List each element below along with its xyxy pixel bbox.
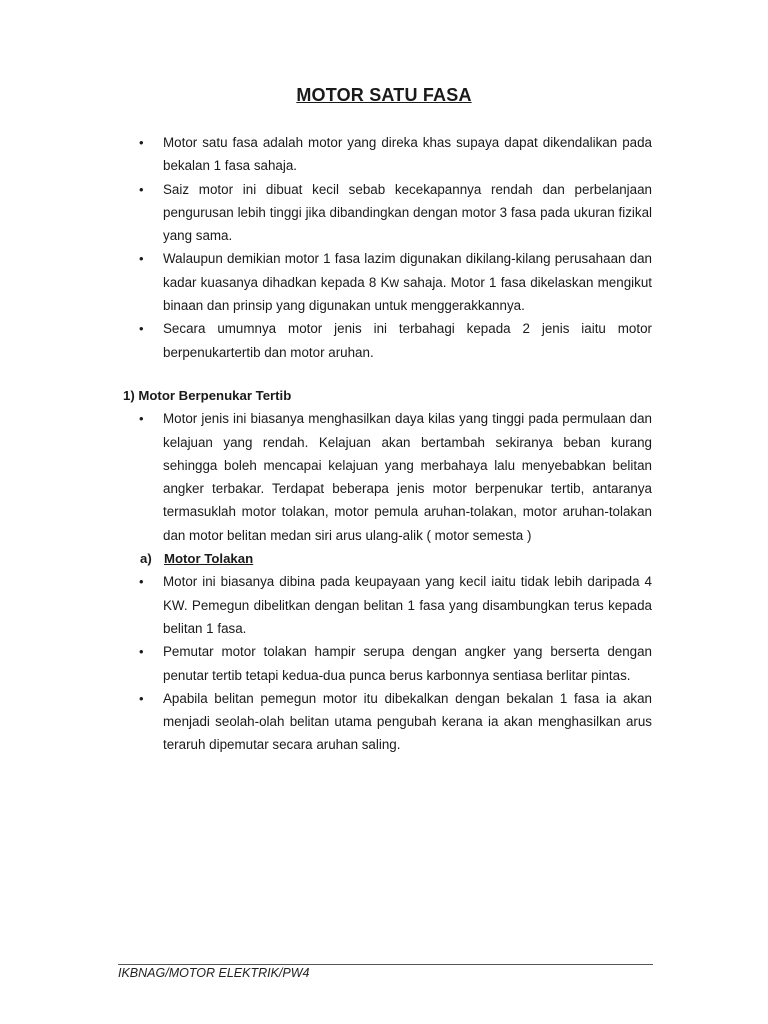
- section1-bullet-list: [120, 407, 652, 547]
- footer-text: IKBNAG/MOTOR ELEKTRIK/PW4: [118, 966, 310, 980]
- subsection-label: Motor Tolakan: [164, 551, 254, 567]
- intro-bullet-4: • Secara umumnya motor jenis ini terbahagi kepada 2 jenis iaitu motor berpenukartertib dan motor aruhan.: [120, 317, 652, 364]
- subsection-letter: a): [140, 551, 152, 567]
- section-heading-berpenukar-tertib: 1) Motor Berpenukar Tertib: [123, 387, 292, 403]
- document-body: [120, 131, 652, 757]
- subsection-heading-motor-tolakan: [120, 547, 652, 570]
- footer-divider: [118, 964, 653, 965]
- intro-bullet-list: [120, 131, 652, 364]
- intro-bullet-1: • Motor satu fasa adalah motor yang direka khas supaya dapat dikendalikan pada bekalan 1 fasa sahaja.: [120, 131, 652, 178]
- section1-bullet-1: • Motor jenis ini biasanya menghasilkan daya kilas yang tinggi pada permulaan dan kelajuan yang rendah. Kelajuan akan bertambah sekiranya beban kurang sehingga boleh mencapai kelajuan yang merbahaya lalu menyebabkan belitan angker terbakar. Terdapat beberapa jenis motor berpenukar tertib, antaranya termasuklah motor tolakan, motor pemula aruhan-tolakan, motor aruhan-tolakan dan motor belitan medan siri arus ulang-alik ( motor semesta ): [120, 407, 652, 547]
- subsection-a-bullet-list: [120, 570, 652, 756]
- subsection-a-bullet-2: • Pemutar motor tolakan hampir serupa dengan angker yang berserta dengan penutar tertib tetapi kedua-dua punca berus karbonnya sentiasa berlitar pintas.: [120, 640, 652, 687]
- subsection-a-bullet-1: • Motor ini biasanya dibina pada keupayaan yang kecil iaitu tidak lebih daripada 4 KW. Pemegun dibelitkan dengan belitan 1 fasa yang disambungkan terus kepada belitan 1 fasa.: [120, 570, 652, 640]
- page-title: MOTOR SATU FASA: [296, 85, 472, 105]
- intro-bullet-2: • Saiz motor ini dibuat kecil sebab kecekapannya rendah dan perbelanjaan pengurusan lebih tinggi jika dibandingkan dengan motor 3 fasa pada ukuran fizikal yang sama.: [120, 178, 652, 248]
- intro-bullet-3: • Walaupun demikian motor 1 fasa lazim digunakan dikilang-kilang perusahaan dan kadar kuasanya dihadkan kepada 8 Kw sahaja. Motor 1 fasa dikelaskan mengikut binaan dan prinsip yang digunakan untuk menggerakkannya.: [120, 247, 652, 317]
- subsection-a-bullet-3: • Apabila belitan pemegun motor itu dibekalkan dengan bekalan 1 fasa ia akan menjadi seolah-olah belitan utama pengubah kerana ia akan menghasilkan arus teraruh dipemutar secara aruhan saling.: [120, 687, 652, 757]
